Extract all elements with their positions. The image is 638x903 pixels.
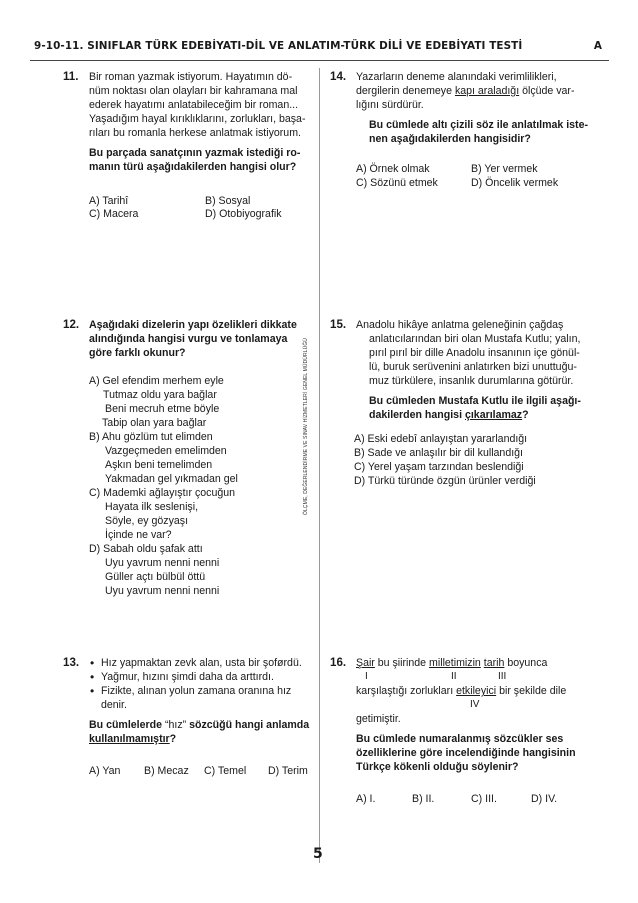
question-number: 13. [63, 656, 80, 669]
question-prompt: Bu cümlelerde “hız” sözcüğü hangi anlamda [89, 719, 310, 731]
question-number: 11. [63, 70, 79, 83]
question-text-line: karşılaştığı zorlukları etkileyici bir şekilde dile [356, 685, 567, 697]
page-number: 5 [313, 846, 323, 862]
question-prompt: Türkçe kökenli olduğu söylenir? [356, 761, 519, 773]
verse-line: C) Mademki ağlayıştır çocuğun [89, 487, 236, 499]
question-number: 14. [330, 70, 347, 83]
bullet-item [89, 656, 323, 670]
roman-marker: III [498, 671, 507, 682]
question-text-line: Yazarların deneme alanındaki verimlilikleri, [356, 71, 557, 83]
option-b[interactable]: B) Sade ve anlaşılır bir dil kullandığı [354, 447, 523, 459]
verse-line: Uyu yavrum nenni nenni [105, 557, 220, 569]
question-text-line: Bir roman yazmak istiyorum. Hayatımın dö- [89, 71, 293, 83]
option-c[interactable]: C) III. [471, 793, 497, 805]
option-a[interactable]: A) Örnek olmak [356, 163, 430, 175]
question-text-line: getimiştir. [356, 713, 401, 725]
option-b[interactable]: B) Sosyal [205, 195, 251, 207]
bullet-text: Fizikte, alınan yolun zamana oranına hız [101, 685, 292, 697]
verse-line: Aşkın beni temelimden [105, 459, 213, 471]
option-a[interactable]: A) Eski edebî anlayıştan yararlandığı [354, 433, 528, 445]
option-a[interactable]: A) Tarihî [89, 195, 129, 207]
question-prompt: alındığında hangisi vurgu ve tonlamaya [89, 333, 288, 345]
option-b[interactable]: B) Yer vermek [471, 163, 538, 175]
verse-line: D) Sabah oldu şafak attı [89, 543, 203, 555]
option-a[interactable] [89, 374, 319, 430]
question-prompt: manın türü aşağıdakilerden hangisi olur? [89, 161, 297, 173]
verse-line: A) Gel efendim merhem eyle [89, 375, 224, 387]
question-text-line: ederek hayatımı anlatabileceğim bir roman... [89, 99, 299, 111]
numbered-word: tarih [483, 657, 505, 669]
bullet-item [89, 684, 323, 712]
verse-line: Uyu yavrum nenni nenni [105, 585, 220, 597]
question-prompt: nen aşağıdakilerden hangisidir? [369, 133, 531, 145]
option-d[interactable]: D) IV. [531, 793, 558, 805]
question-text-line: nüm noktası olan olayları bir kahramana mal [89, 85, 298, 97]
bullet-text: denir. [101, 699, 127, 711]
numbered-word: milletimizin [429, 657, 481, 669]
numbered-word: etkileyici [456, 685, 497, 697]
test-title: 9-10-11. SINIFLAR TÜRK EDEBİYATI-DİL VE ANLATIM-TÜRK DİLİ VE EDEBİYATI TESTİ [34, 40, 523, 52]
option-a[interactable]: A) Yan [89, 765, 121, 777]
question-prompt: göre farklı okunur? [89, 347, 186, 359]
question-text-line: pırıl pırıl bir dille Anadolu insanının içe gönül- [369, 347, 580, 359]
question-prompt: Bu parçada sanatçının yazmak istediği ro- [89, 147, 301, 159]
option-c[interactable]: C) Yerel yaşam tarzından beslendiği [354, 461, 524, 473]
side-publisher-text: ÖLÇME, DEĞERLENDİRME VE SINAV HİZMETLERİ GENEL MÜDÜRLÜĞÜ [303, 337, 309, 515]
option-b[interactable]: B) II. [412, 793, 435, 805]
question-text-line: rıları bu romanla herkese anlatmak istiyorum. [89, 127, 301, 139]
question-text-line: lığını sürdürür. [356, 99, 424, 111]
verse-line: Tutmaz oldu yara bağlar [103, 389, 217, 401]
question-prompt: Bu cümlede numaralanmış sözcükler ses [356, 733, 564, 745]
verse-line: Beni mecruh etme böyle [105, 403, 220, 415]
question-text-line: lü, buruk serüvenini anlatırken bizi unuttuğu- [369, 361, 577, 373]
bullet-icon: • [90, 670, 95, 684]
verse-line: İçinde ne var? [105, 529, 172, 541]
header-divider [30, 60, 609, 61]
verse-line: Güller açtı bülbül öttü [105, 571, 206, 583]
question-number: 12. [63, 318, 80, 331]
question-text-line: dergilerin denemeye kapı araladığı ölçüde var- [356, 85, 575, 97]
roman-marker: II [451, 671, 457, 682]
option-c[interactable]: C) Macera [89, 208, 139, 220]
numbered-word: Şair [356, 657, 375, 669]
option-b[interactable] [89, 430, 319, 486]
option-c[interactable]: C) Temel [204, 765, 247, 777]
question-prompt: kullanılmamıştır? [89, 733, 177, 745]
question-number: 16. [330, 656, 347, 669]
question-prompt: dakilerden hangisi çıkarılamaz? [369, 409, 529, 421]
option-c[interactable]: C) Sözünü etmek [356, 177, 438, 189]
verse-line: Yakmadan gel yıkmadan gel [105, 473, 238, 485]
question-prompt: Bu cümlede altı çizili söz ile anlatılmak iste- [369, 119, 589, 131]
option-d[interactable]: D) Öncelik vermek [471, 177, 559, 189]
roman-marker: IV [470, 699, 480, 710]
bullet-text: Yağmur, hızını şimdi daha da arttırdı. [101, 671, 274, 683]
verse-line: Tabip olan yara bağlar [102, 417, 207, 429]
bullet-item [89, 670, 323, 684]
verse-line: Hayata ilk seslenişi, [105, 501, 199, 513]
option-d[interactable]: D) Otobiyografik [205, 208, 282, 220]
option-d[interactable]: D) Terim [268, 765, 308, 777]
booklet-letter: A [593, 40, 602, 52]
question-text-line: Anadolu hikâye anlatma geleneğinin çağdaş [356, 319, 564, 331]
roman-marker: I [365, 671, 368, 682]
option-a[interactable]: A) I. [356, 793, 376, 805]
underlined-phrase: kapı araladığı [454, 85, 520, 97]
question-text-line: Şair bu şiirinde milletimizin tarih boyunca [356, 657, 548, 669]
question-number: 15. [330, 318, 347, 331]
option-d[interactable]: D) Türkü türünde özgün ürünler verdiği [354, 475, 536, 487]
question-text-line: Yaşadığım hayal kırıklıklarını, zorlukları, başa- [89, 113, 306, 125]
verse-line: Söyle, ey gözyaşı [105, 515, 189, 527]
question-text-line: anlatıcılarından biri olan Mustafa Kutlu; yalın, [369, 333, 581, 345]
bullet-text: Hız yapmaktan zevk alan, usta bir şoførdü. [101, 657, 302, 669]
verse-line: Vazgeçmeden emelimden [105, 445, 227, 457]
question-prompt: Aşağıdaki dizelerin yapı özelikleri dikkate [89, 319, 297, 331]
bullet-icon: • [90, 684, 95, 698]
question-prompt: özelliklerine göre incelendiğinde hangisinin [356, 747, 576, 759]
option-c[interactable] [89, 486, 319, 542]
bullet-icon: • [90, 656, 95, 670]
question-text-line: muz türkülere, insanlık durumlarına götürür. [369, 375, 574, 387]
option-b[interactable]: B) Mecaz [144, 765, 189, 777]
question-prompt: Bu cümleden Mustafa Kutlu ile ilgili aşağı- [369, 395, 581, 407]
option-d[interactable] [89, 542, 319, 598]
verse-line: B) Ahu gözlüm tut elimden [89, 431, 213, 443]
